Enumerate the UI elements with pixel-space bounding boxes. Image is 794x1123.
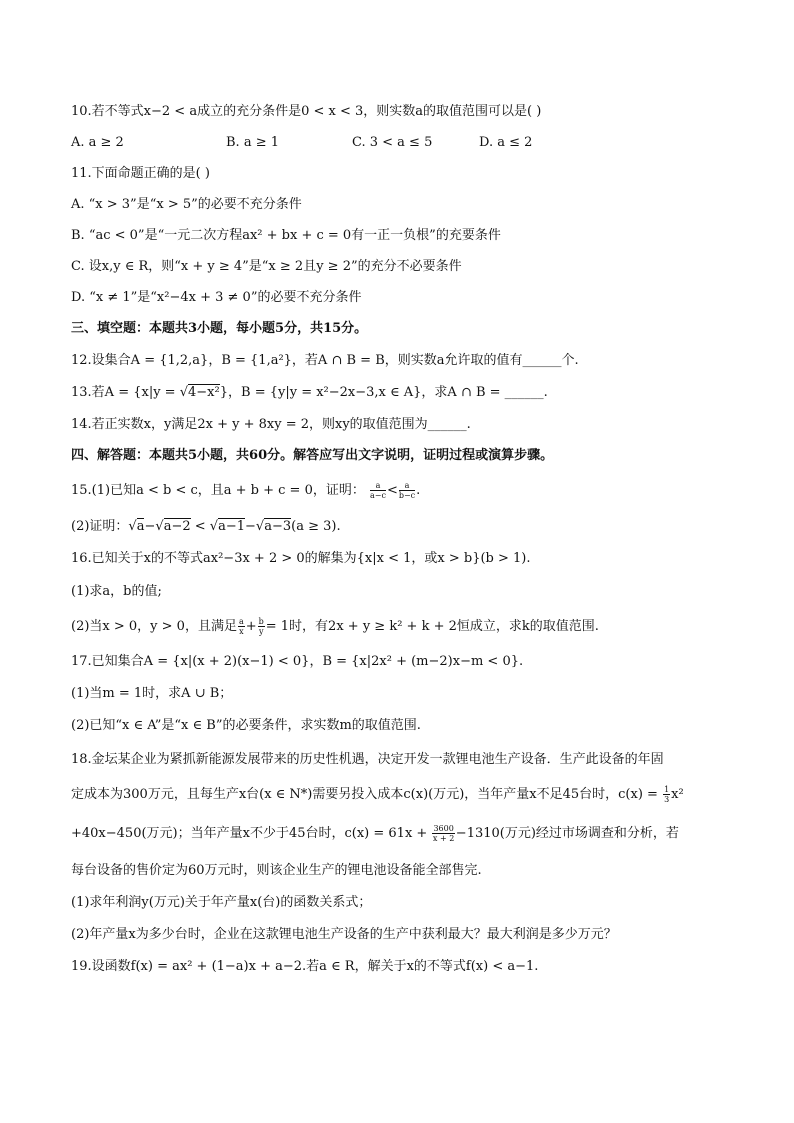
q14: 14.若正实数x，y满足2x + y + 8xy = 2，则xy的取值范围为______. <box>71 417 471 432</box>
q11-stem: 11.下面命题正确的是( ) <box>71 166 210 181</box>
q10-option-d: D. a ≤ 2 <box>479 135 533 150</box>
q15-fraction-2 <box>399 481 415 500</box>
q15-lt: < <box>386 483 398 498</box>
q16-fraction-a <box>238 617 245 636</box>
q15-minus-1: − <box>144 519 156 534</box>
section-heading-fill-blank: 三、填空题：本题共3小题，每小题5分，共15分。 <box>71 321 368 336</box>
q15-radicand-1: a <box>136 519 145 534</box>
q11-option-c: C. 设x,y ∈ R，则“x + y ≥ 4”是“x ≥ 2且y ≥ 2”的充分不必要条件 <box>71 259 462 274</box>
q15-frac2-den: b−c <box>398 491 416 500</box>
q16-part1: (1)求a，b的值; <box>71 584 162 599</box>
q15-part1 <box>71 481 420 501</box>
q19: 19.设函数f(x) = ax² + (1−a)x + a−2.若a ∈ R，解关于x的不等式f(x) < a−1. <box>71 959 539 974</box>
q15-part2-end: (a ≥ 3). <box>291 519 341 534</box>
sqrt-sign: √ <box>155 519 164 534</box>
q16-fb-den: y <box>258 627 264 636</box>
q17-part1: (1)当m = 1时，求A ∪ B； <box>71 686 233 701</box>
q18-line3-tail: −1310(万元)经过市场调查和分析，若 <box>455 826 679 841</box>
q15-part2-prefix: (2)证明： <box>71 519 129 534</box>
q15-frac1-den: a−c <box>370 491 386 500</box>
q11-option-a: A. “x > 3”是“x > 5”的必要不充分条件 <box>71 197 302 212</box>
q18-3600-den: x + 2 <box>432 834 455 843</box>
q16-fraction-b <box>258 617 265 636</box>
q16-part2-text-b: = 1时，有2x + y ≥ k² + k + 2恒成立，求k的取值范围. <box>265 619 599 634</box>
q18-part1: (1)求年利润y(万元)关于年产量x(台)的函数关系式； <box>71 895 372 910</box>
q15-frac1-num: a <box>370 481 386 491</box>
q18-fraction-3600 <box>432 824 454 843</box>
q15-frac2-num: a <box>399 481 415 491</box>
q15-radicand-2: a−2 <box>163 519 191 534</box>
q18-3600-num: 3600 <box>433 824 454 833</box>
q18-third-den: 3 <box>664 795 670 804</box>
q13 <box>71 383 548 403</box>
q18-line3 <box>71 824 679 844</box>
q15-fraction-1 <box>370 481 386 500</box>
q16-stem: 16.已知关于x的不等式ax²−3x + 2 > 0的解集为{x|x < 1，或x > b}(b > 1). <box>71 551 531 566</box>
section-heading-solutions: 四、解答题：本题共5小题，共60分。解答应写出文字说明，证明过程或演算步骤。 <box>71 448 554 463</box>
q18-line3-text: +40x−450(万元)；当年产量x不少于45台时，c(x) = 61x + <box>71 826 432 841</box>
q13-radicand: 4−x² <box>188 385 220 400</box>
q13-part1: 13.若A = {x|y = <box>71 385 180 400</box>
q10-option-a: A. a ≥ 2 <box>71 135 124 150</box>
q18-line1: 18.金坛某企业为紧抓新能源发展带来的历史性机遇，决定开发一款锂电池生产设备．生产此设备的年固 <box>71 752 664 767</box>
q10-option-b: B. a ≥ 1 <box>226 135 279 150</box>
q16-part2 <box>71 617 599 637</box>
q15-minus-2: − <box>245 519 256 534</box>
q10-option-c: C. 3 < a ≤ 5 <box>352 135 433 150</box>
q18-third-num: 1 <box>664 785 670 794</box>
sqrt-sign: √ <box>128 519 137 534</box>
q16-fb-num: b <box>258 617 264 626</box>
q10-stem: 10.若不等式x−2 < a成立的充分条件是0 < x < 3，则实数a的取值范围可以是( ) <box>71 104 542 119</box>
q16-fa-den: x <box>239 627 244 636</box>
q16-fa-num: a <box>238 617 244 626</box>
q15-radicand-4: a−3 <box>264 519 292 534</box>
q16-plus: + <box>245 619 257 634</box>
q18-line2-tail: x² <box>671 787 684 802</box>
q17-stem: 17.已知集合A = {x|(x + 2)(x−1) < 0}，B = {x|2x² + (m−2)x−m < 0}. <box>71 654 524 669</box>
q15-lt-2: < <box>190 519 210 534</box>
q16-part2-text-a: (2)当x > 0，y > 0，且满足 <box>71 619 237 634</box>
q18-line4: 每台设备的售价定为60万元时，则该企业生产的锂电池设备能全部售完. <box>71 863 482 878</box>
q10-options <box>71 133 591 153</box>
q18-part2: (2)年产量x为多少台时，企业在这款锂电池生产设备的生产中获利最大？最大利润是多少万元？ <box>71 927 617 942</box>
sqrt-sign: √ <box>209 519 219 534</box>
q15-part2 <box>71 517 341 537</box>
q13-part2: }，B = {y|y = x²−2x−3,x ∈ A}，求A ∩ B = ______. <box>219 385 548 400</box>
q15-part1-text: 15.(1)已知a < b < c，且a + b + c = 0，证明： <box>71 483 365 498</box>
sqrt-sign: √ <box>179 385 189 400</box>
q12: 12.设集合A = {1,2,a}，B = {1,a²}，若A ∩ B = B，则实数a允许取的值有______个. <box>71 353 579 368</box>
q11-option-d: D. “x ≠ 1”是“x²−4x + 3 ≠ 0”的必要不充分条件 <box>71 290 362 305</box>
q15-radicand-3: a−1 <box>218 519 245 534</box>
q18-line2 <box>71 785 684 805</box>
q17-part2: (2)已知“x ∈ A”是“x ∈ B”的必要条件，求实数m的取值范围. <box>71 718 421 733</box>
q15-part1-end: . <box>416 483 421 498</box>
q11-option-b: B. “ac < 0”是“一元二次方程ax² + bx + c = 0有一正一负根”的充要条件 <box>71 228 501 243</box>
q18-fraction-third <box>663 785 670 804</box>
sqrt-sign: √ <box>255 519 265 534</box>
q18-line2-text: 定成本为300万元，且每生产x台(x ∈ N*)需要另投入成本c(x)(万元)，当年产量x不足45台时，c(x) = <box>71 787 663 802</box>
